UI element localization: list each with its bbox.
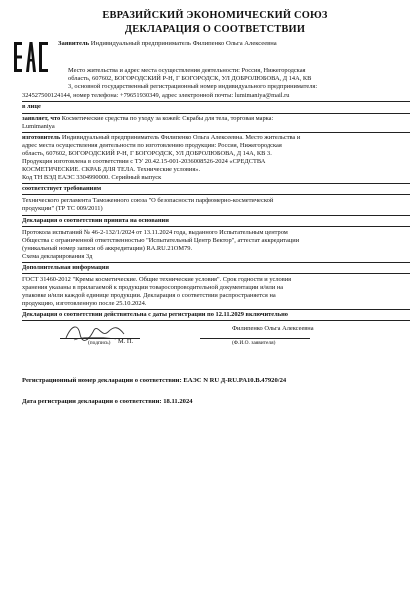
- divider: [22, 194, 410, 195]
- basis-line: Схема декларирования 3д: [22, 253, 93, 260]
- document-title: ДЕКЛАРАЦИЯ О СООТВЕТСТВИИ: [124, 24, 306, 35]
- applicant-address: [58, 67, 408, 91]
- registration-date: Дата регистрации декларации о соответствии: 18.11.2024: [22, 398, 193, 405]
- stamp-placeholder: М. П.: [118, 338, 134, 345]
- divider: [22, 132, 410, 133]
- manufacturer-line: Код ТН ВЭД ЕАЭС 3304990000. Серийный выпуск: [22, 174, 162, 181]
- requirements-title: соответствует требованиям: [22, 185, 102, 192]
- in-person-label: в лице: [22, 103, 41, 110]
- manufacturer-line: адрес места осуществления деятельности по изготовлению продукции: Россия, Нижегородская: [22, 142, 282, 149]
- divider: [22, 113, 410, 114]
- declares-label: заявляет, что: [22, 115, 61, 122]
- registration-number: Регистрационный номер декларации о соответствии: ЕАЭС N RU Д-RU.PA10.B.47920/24: [22, 377, 287, 384]
- divider: [22, 226, 410, 227]
- declares-text: Косметические средства по уходу за кожей: Скрабы для тела, торговая марка:: [61, 115, 274, 122]
- validity-text: Декларация о соответствии действительна с даты регистрации по 12.11.2029 включительно: [22, 311, 288, 318]
- divider: [22, 183, 410, 184]
- additional-line: ГОСТ 31460-2012 "Кремы косметические. Общие технические условия". Срок годности и условия: [22, 276, 292, 283]
- divider: [22, 101, 410, 102]
- additional-line: продукцию, изготовленную после 25.10.2024.: [22, 300, 147, 307]
- applicant-line: [58, 40, 408, 48]
- divider: [22, 309, 410, 310]
- manufacturer-line: КОСМЕТИЧЕСКИЕ. СКРАБ ДЛЯ ТЕЛА. Технические условия».: [22, 166, 201, 173]
- declares-block: [22, 115, 410, 123]
- manufacturer-label: изготовитель: [22, 134, 61, 141]
- signature-caption: (подпись): [88, 340, 111, 346]
- requirements-line: Технического регламента Таможенного союза "О безопасности парфюмерно-косметической: [22, 197, 274, 204]
- basis-title: Декларация о соответствии принята на основании: [22, 217, 169, 224]
- applicant-name: Индивидуальный предприниматель Филипенко Ольга Алексеевна: [90, 40, 277, 47]
- union-heading: ЕВРАЗИЙСКИЙ ЭКОНОМИЧЕСКИЙ СОЮЗ: [102, 10, 328, 21]
- basis-line: Протокола испытаний № 46-2-132/1/2024 от 13.11.2024 года, выданного Испытательным центром: [22, 229, 288, 236]
- applicant-contacts: 324527500124144, номер телефона: +79651930349, адрес электронной почты: lumimaniya@mail.ru: [22, 92, 290, 99]
- additional-title: Дополнительная информация: [22, 264, 109, 271]
- requirements-line: продукции" (ТР ТС 009/2011): [22, 205, 103, 212]
- address-line: область, 607602, БОГОРОДСКИЙ Р-Н, Г БОГОРОДСК, УЛ ДОБРОЛЮБОВА, Д 14А, КВ: [68, 75, 312, 82]
- divider: [22, 215, 410, 216]
- applicant-label: Заявитель: [58, 40, 90, 47]
- name-line: [200, 338, 310, 339]
- eac-logo: [13, 40, 49, 74]
- manufacturer-line: Индивидуальный предприниматель Филипенко Ольга Алексеевна. Место жительства и: [61, 134, 301, 141]
- trademark: Lumimaniya: [22, 123, 55, 130]
- signer-name: Филипенко Ольга Алексеевна: [232, 325, 314, 332]
- address-line: 3, основной государственный регистрационный номер индивидуального предпринимателя:: [68, 83, 318, 90]
- divider: [22, 273, 410, 274]
- manufacturer-line: область, 607602, БОГОРОДСКИЙ Р-Н, Г БОГОРОДСК, УЛ ДОБРОЛЮБОВА, Д 14А, КВ 3.: [22, 150, 272, 157]
- divider: [22, 262, 410, 263]
- signature-line: [60, 338, 140, 339]
- manufacturer-block: [22, 134, 410, 142]
- basis-line: (уникальный номер записи об аккредитации) RA.RU.21OM79.: [22, 245, 193, 252]
- basis-line: Общества с ограниченной ответственностью "Испытательный Центр Вектор", аттестат аккредитации: [22, 237, 300, 244]
- additional-line: упаковке и/или каждой единице продукции. Декларация о соответствии распространяется на: [22, 292, 276, 299]
- manufacturer-line: Продукция изготовлена в соответствии с ТУ 20.42.15-001-2036008526-2024 «СРЕДСТВА: [22, 158, 266, 165]
- address-line: Место жительства и адрес места осуществления деятельности: Россия, Нижегородская: [68, 67, 306, 74]
- name-caption: (Ф.И.О. заявителя): [232, 340, 276, 346]
- additional-line: хранения указаны в прилагаемой к продукции товаросопроводительной документации и/или на: [22, 284, 284, 291]
